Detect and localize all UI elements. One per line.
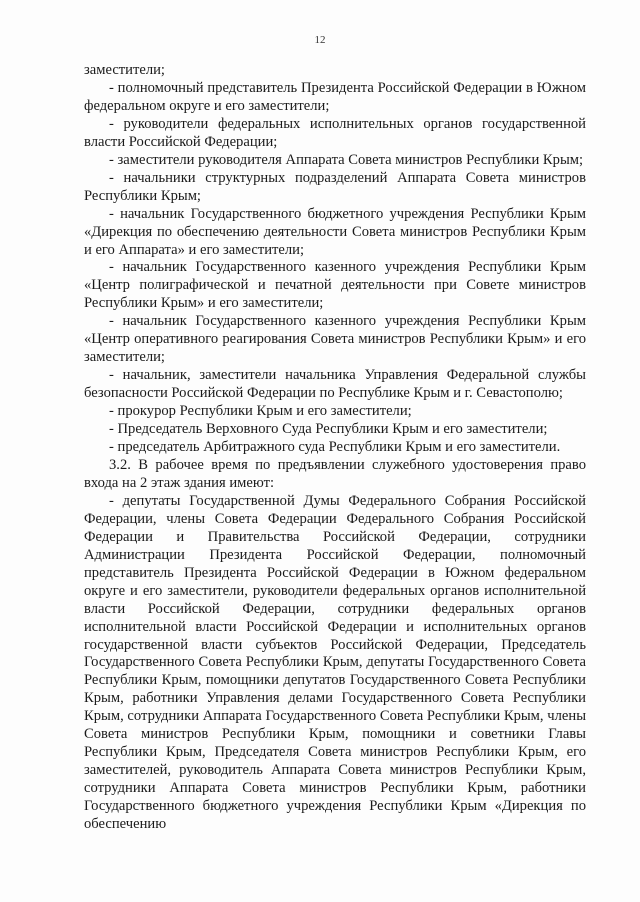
- list-item-supreme-court: - Председатель Верховного Суда Республики Крым и его заместители;: [109, 421, 548, 438]
- list-item-prosecutor: - прокурор Республики Крым и его заместители;: [109, 403, 412, 420]
- list-item-budget-institution: - начальник Государственного бюджетного учреждения Республики Крым «Дирекция по обеспечению деятельности Совета министров Республики Крым и его Аппарата» и его заместители;: [84, 205, 586, 258]
- list-item-second-floor-access: - депутаты Государственной Думы Федерального Собрания Российской Федерации, члены Совета Федерации Федерального Собрания Российской Федерации и Правительства Российской Федерации, сотрудники Администрации Президента Российской Федерации, полномочный представитель Президента Российской Федерации в Южном федеральном округе и его заместители, руководители федеральных органов исполнительной власти Российской Федерации, сотрудники федеральных органов исполнительной власти Российской Федерации и исполнительных органов государственной власти субъектов Российской Федерации, Председатель Государственного Совета Республики Крым, депутаты Государственного Совета Республики Крым, помощники депутатов Государственного Совета Республики Крым, работники Управления делами Государственного Совета Республики Крым, сотрудники Аппарата Государственного Совета Республики Крым, члены Совета министров Республики Крым, помощники и советники Главы Республики Крым, Председателя Совета министров Республики Крым, его заместителей, руководитель Аппарата Совета министров Республики Крым, сотрудники Аппарата Совета министров Республики Крым, работники Государственного бюджетного учреждения Республики Крым «Дирекция по обеспечению: [84, 492, 586, 833]
- list-item-response-center: - начальник Государственного казенного учреждения Республики Крым «Центр оперативного реагирования Совета министров Республики Крым» и его заместители;: [84, 313, 586, 366]
- list-item-printing-center: - начальник Государственного казенного учреждения Республики Крым «Центр полиграфической и печатной деятельности при Совете министров Республики Крым» и его заместители;: [84, 259, 586, 312]
- list-item-structural-heads: - начальники структурных подразделений Аппарата Совета министров Республики Крым;: [84, 169, 586, 204]
- list-item-deputy-heads: - заместители руководителя Аппарата Совета министров Республики Крым;: [109, 151, 584, 168]
- list-item-federal-heads: - руководители федеральных исполнительных органов государственной власти Российской Федерации;: [84, 115, 586, 150]
- paragraph-continuation: заместители;: [84, 62, 165, 78]
- section-3-2-heading: 3.2. В рабочее время по предъявлении служебного удостоверения право входа на 2 этаж здания имеют:: [84, 456, 586, 491]
- list-item-fsb: - начальник, заместители начальника Управления Федеральной службы безопасности Российской Федерации по Республике Крым и г. Севастополю;: [84, 367, 586, 402]
- page-number: 12: [314, 34, 326, 46]
- document-body: [84, 62, 586, 834]
- list-item-arbitration-court: - председатель Арбитражного суда Республики Крым и его заместители.: [109, 439, 561, 456]
- list-item-plenipotentiary: - полномочный представитель Президента Российской Федерации в Южном федеральном округе и его заместители;: [84, 79, 586, 114]
